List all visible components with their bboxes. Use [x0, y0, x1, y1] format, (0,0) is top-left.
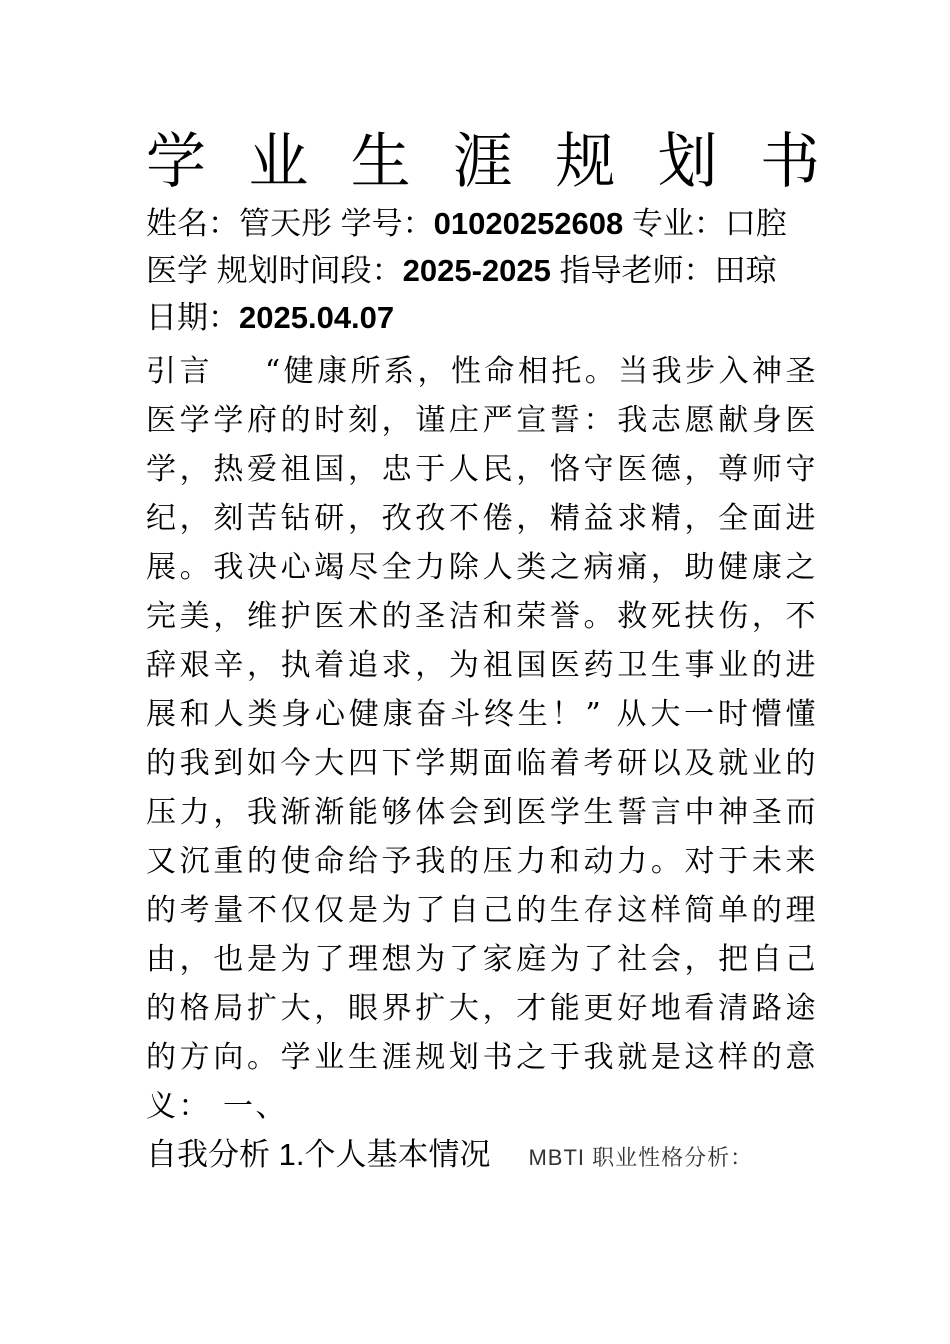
major-value: 口腔医学 [146, 206, 787, 288]
intro-paragraph [146, 347, 818, 1131]
document-page [146, 126, 822, 1181]
intro-heading: 引言 [146, 354, 213, 389]
subsection-one-title: 1.个人基本情况 [278, 1137, 491, 1172]
intro-body: “健康所系，性命相托。当我步入神圣医学学府的时刻，谨庄严宣誓：我志愿献身医学，热爱祖国，忠于人民，恪守医德，尊师守纪，刻苦钻研，孜孜不倦，精益求精，全面进展。我决心竭尽全力除人类之病痛，助健康之完美，维护医术的圣洁和荣誉。救死扶伤，不辞艰辛，执着追求，为祖国医药卫生事业的进展和人类身心健康奋斗终生！” 从大一时懵懂的我到如今大四下学期面临着考研以及就业的压力，我渐渐能够体会到医学生誓言中神圣而又沉重的使命给予我的压力和动力。对于未来的考量不仅仅是为了自己的生存这样简单的理由，也是为了理想为了家庭为了社会，把自己的格局扩大，眼界扩大，才能更好地看清路途的方向。学业生涯规划书之于我就是这样的意义： [146, 354, 818, 1124]
name-label: 姓名： [146, 206, 239, 241]
document-title: 学 业 生 涯 规 划 书 [146, 127, 822, 197]
advisor-label: 指导老师： [559, 253, 715, 288]
date-value: 2025.04.07 [239, 300, 395, 335]
period-label: 规划时间段： [216, 253, 403, 288]
section-one-title: 自我分析 [146, 1137, 270, 1172]
student-id-label: 学号： [340, 206, 434, 241]
mbti-label: MBTI 职业性格分析： [528, 1145, 754, 1170]
date-label: 日期： [146, 300, 239, 335]
section-one-number: 一、 [223, 1089, 289, 1124]
student-id-value: 01020252608 [433, 206, 624, 241]
period-value: 2025-2025 [402, 253, 551, 288]
section-one-line [146, 1131, 822, 1181]
student-info [146, 200, 810, 341]
name-value: 管天彤 [239, 206, 332, 241]
major-label: 专业： [631, 206, 725, 241]
advisor-value: 田琼 [714, 253, 777, 288]
